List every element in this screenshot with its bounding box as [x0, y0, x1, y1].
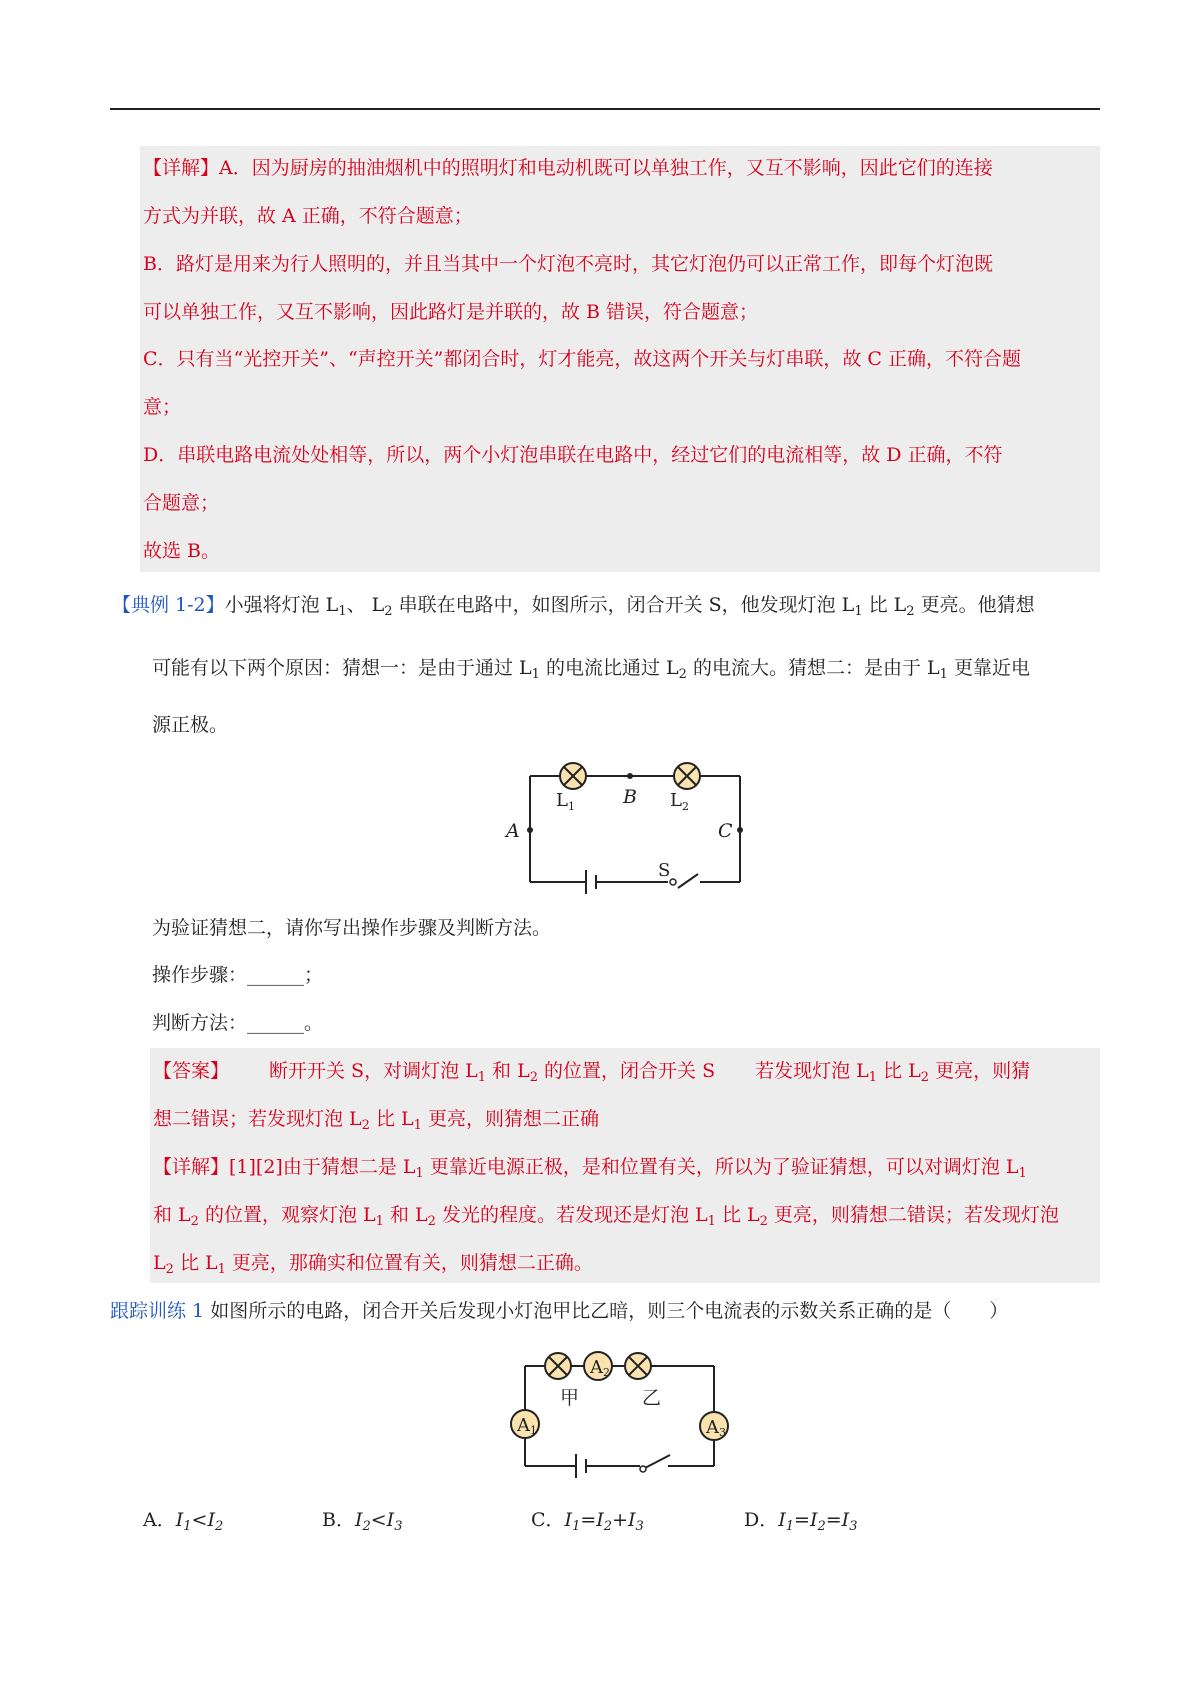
example-line-3: 源正极。 — [152, 714, 229, 736]
example-text: 更靠近电 — [947, 657, 1030, 679]
option-text: <I — [191, 1509, 215, 1531]
explain-line-8: 合题意； — [143, 492, 220, 514]
explain-line-4: 可以单独工作，又互不影响，因此路灯是并联的，故 B 错误，符合题意； — [143, 301, 759, 323]
sub: 3 — [849, 1519, 858, 1534]
label-jia: 甲 — [560, 1387, 580, 1409]
label-c: C — [718, 820, 733, 842]
label-l2: $L_2$ — [670, 790, 689, 813]
answer-line-2 — [153, 1107, 599, 1138]
header-rule — [110, 108, 1100, 110]
sub: 1 — [375, 1214, 384, 1229]
node-b — [627, 773, 633, 779]
option-label: D． — [744, 1509, 779, 1531]
option-label: A． — [143, 1509, 176, 1531]
option-text: I — [175, 1509, 184, 1531]
detail-text: 发光的程度。若发现还是灯泡 L — [435, 1204, 708, 1226]
option-text: +I — [612, 1509, 636, 1531]
option-label: B． — [322, 1509, 355, 1531]
battery-icon — [576, 1454, 586, 1478]
answer-text: 和 L — [486, 1060, 530, 1082]
sub: 1 — [707, 1214, 716, 1229]
sub: 1 — [572, 1519, 581, 1534]
answer-text: 想二错误；若发现灯泡 L — [153, 1108, 362, 1130]
example-text: 比 L — [862, 594, 907, 616]
switch-pivot — [640, 1466, 646, 1472]
label-s: S — [658, 860, 671, 881]
sub: 2 — [529, 1070, 538, 1085]
lamp-l1-icon — [560, 763, 586, 789]
node-c — [737, 827, 743, 833]
example-text: 的电流比通过 L — [539, 657, 679, 679]
detail-text: 【详解】[1][2]由于猜想二是 L — [153, 1156, 416, 1178]
option-text: =I — [825, 1509, 850, 1531]
sub: 1 — [477, 1070, 487, 1085]
explain-line-9: 故选 B。 — [143, 540, 221, 562]
circuit-diagram-1 — [490, 748, 760, 898]
lamp-yi-icon — [625, 1353, 651, 1379]
example-text: 、 L — [346, 594, 385, 616]
option-text: I — [564, 1509, 573, 1531]
sub: 1 — [413, 1118, 422, 1133]
example-text: 可能有以下两个原因：猜想一：是由于通过 L — [152, 657, 532, 679]
answer-text: 若发现灯泡 L — [755, 1060, 869, 1082]
training-text: 如图所示的电路，闭合开关后发现小灯泡甲比乙暗，则三个电流表的示数关系正确的是（ ） — [210, 1300, 1009, 1322]
example-text: 串联在电路中，如图所示，闭合开关 S，他发现灯泡 L — [392, 594, 855, 616]
explain-line-3: B．路灯是用来为行人照明的，并且当其中一个灯泡不亮时，其它灯泡仍可以正常工作，即每个灯泡既 — [143, 253, 993, 275]
sub: 2 — [920, 1070, 930, 1085]
answer-text: 的位置，闭合开关 S — [538, 1060, 716, 1082]
circuit-diagram-2 — [490, 1336, 740, 1486]
answer-text: 比 L — [369, 1108, 414, 1130]
detail-line-2 — [153, 1203, 1059, 1234]
sub: 2 — [165, 1262, 174, 1277]
sub: 1 — [1018, 1166, 1027, 1181]
sub: 1 — [785, 1519, 795, 1534]
sub: 2 — [759, 1214, 768, 1229]
sub: 2 — [190, 1214, 199, 1229]
sub: 1 — [939, 667, 948, 682]
detail-line-1 — [153, 1155, 1027, 1186]
explain-line-1: 【详解】A．因为厨房的抽油烟机中的照明灯和电动机既可以单独工作，又互不影响，因此它们的连接 — [143, 157, 993, 179]
sub: 1 — [183, 1519, 192, 1534]
training-line — [110, 1299, 1008, 1323]
question-text: 为验证猜想二，请你写出操作步骤及判断方法。 — [152, 917, 552, 939]
ammeter-a1-icon — [511, 1410, 539, 1438]
sub: 2 — [427, 1214, 436, 1229]
sub: 2 — [906, 604, 915, 619]
answer-text: 比 L — [877, 1060, 921, 1082]
sub: 1 — [217, 1262, 226, 1277]
detail-text: 的位置，观察灯泡 L — [198, 1204, 376, 1226]
training-tag: 跟踪训练 1 — [110, 1300, 205, 1322]
option-text: =I — [580, 1509, 604, 1531]
option-d[interactable] — [744, 1508, 857, 1539]
battery-icon — [586, 870, 596, 894]
answer-line-1 — [153, 1059, 1030, 1090]
sub: 2 — [817, 1519, 826, 1534]
sub: 1 — [854, 604, 863, 619]
svg-text:A3: A3 — [706, 1417, 726, 1439]
example-text: 的电流大。猜想二：是由于 L — [686, 657, 940, 679]
option-a[interactable] — [143, 1508, 223, 1539]
sub: 1 — [338, 604, 347, 619]
ammeter-a2-icon — [584, 1352, 612, 1380]
detail-text: 比 L — [715, 1204, 760, 1226]
step-blank: 操作步骤：______； — [152, 964, 324, 986]
node-a — [527, 827, 533, 833]
label-b: B — [623, 786, 637, 808]
svg-text:A2: A2 — [590, 1357, 610, 1379]
explain-line-5: C．只有当“光控开关”、“声控开关”都闭合时，灯才能亮，故这两个开关与灯串联，故 C 正确，不符合题 — [143, 348, 1022, 370]
option-b[interactable] — [322, 1508, 402, 1539]
example-line-2 — [152, 656, 1030, 687]
method-blank: 判断方法：______。 — [152, 1012, 324, 1034]
detail-text: 更亮，则猜想二错误；若发现灯泡 — [767, 1204, 1059, 1226]
example-tag: 【典例 1-2】 — [112, 594, 225, 616]
sub: 3 — [635, 1519, 644, 1534]
sub: 3 — [394, 1519, 403, 1534]
option-text: <I — [370, 1509, 395, 1531]
sub: 1 — [531, 667, 540, 682]
label-l1: $L_1$ — [556, 790, 575, 813]
detail-text: 比 L — [173, 1252, 218, 1274]
option-text: =I — [794, 1509, 818, 1531]
answer-text: 断开开关 S，对调灯泡 L — [269, 1060, 478, 1082]
lamp-jia-icon — [545, 1353, 571, 1379]
option-c[interactable] — [531, 1508, 644, 1539]
detail-text: 和 L — [383, 1204, 428, 1226]
answer-text: 更亮，则猜 — [929, 1060, 1031, 1082]
explain-line-7: D．串联电路电流处处相等，所以，两个小灯泡串联在电路中，经过它们的电流相等，故 D 正确，不符 — [143, 444, 1003, 466]
sub: 2 — [603, 1519, 613, 1534]
detail-line-3 — [153, 1251, 593, 1282]
example-text: 小强将灯泡 L — [224, 594, 339, 616]
detail-text: 更靠近电源正极，是和位置有关，所以为了验证猜想，可以对调灯泡 L — [423, 1156, 1019, 1178]
switch-pivot — [670, 879, 676, 885]
explain-line-2: 方式为并联，故 A 正确，不符合题意； — [143, 205, 473, 227]
lamp-l2-icon — [674, 763, 700, 789]
answer-text: 更亮，则猜想二正确 — [421, 1108, 599, 1130]
example-text: 更亮。他猜想 — [914, 594, 1035, 616]
sub: 2 — [678, 667, 687, 682]
option-text: I — [354, 1509, 363, 1531]
detail-text: L — [153, 1252, 166, 1274]
detail-text: 和 L — [153, 1204, 191, 1226]
sub: 2 — [384, 604, 393, 619]
explain-line-6: 意； — [143, 396, 182, 418]
sub: 2 — [361, 1118, 370, 1133]
sub: 1 — [868, 1070, 878, 1085]
answer-tag: 【答案】 — [153, 1060, 230, 1082]
sub: 1 — [415, 1166, 424, 1181]
label-a: A — [506, 820, 520, 842]
sub: 2 — [362, 1519, 371, 1534]
option-label: C． — [531, 1509, 565, 1531]
option-text: I — [778, 1509, 786, 1531]
ammeter-a3-icon — [700, 1412, 728, 1440]
example-line-1 — [112, 593, 1035, 624]
svg-text:A1: A1 — [517, 1415, 537, 1437]
label-yi: 乙 — [642, 1387, 662, 1409]
sub: 2 — [214, 1519, 224, 1534]
detail-text: 更亮，那确实和位置有关，则猜想二正确。 — [225, 1252, 593, 1274]
